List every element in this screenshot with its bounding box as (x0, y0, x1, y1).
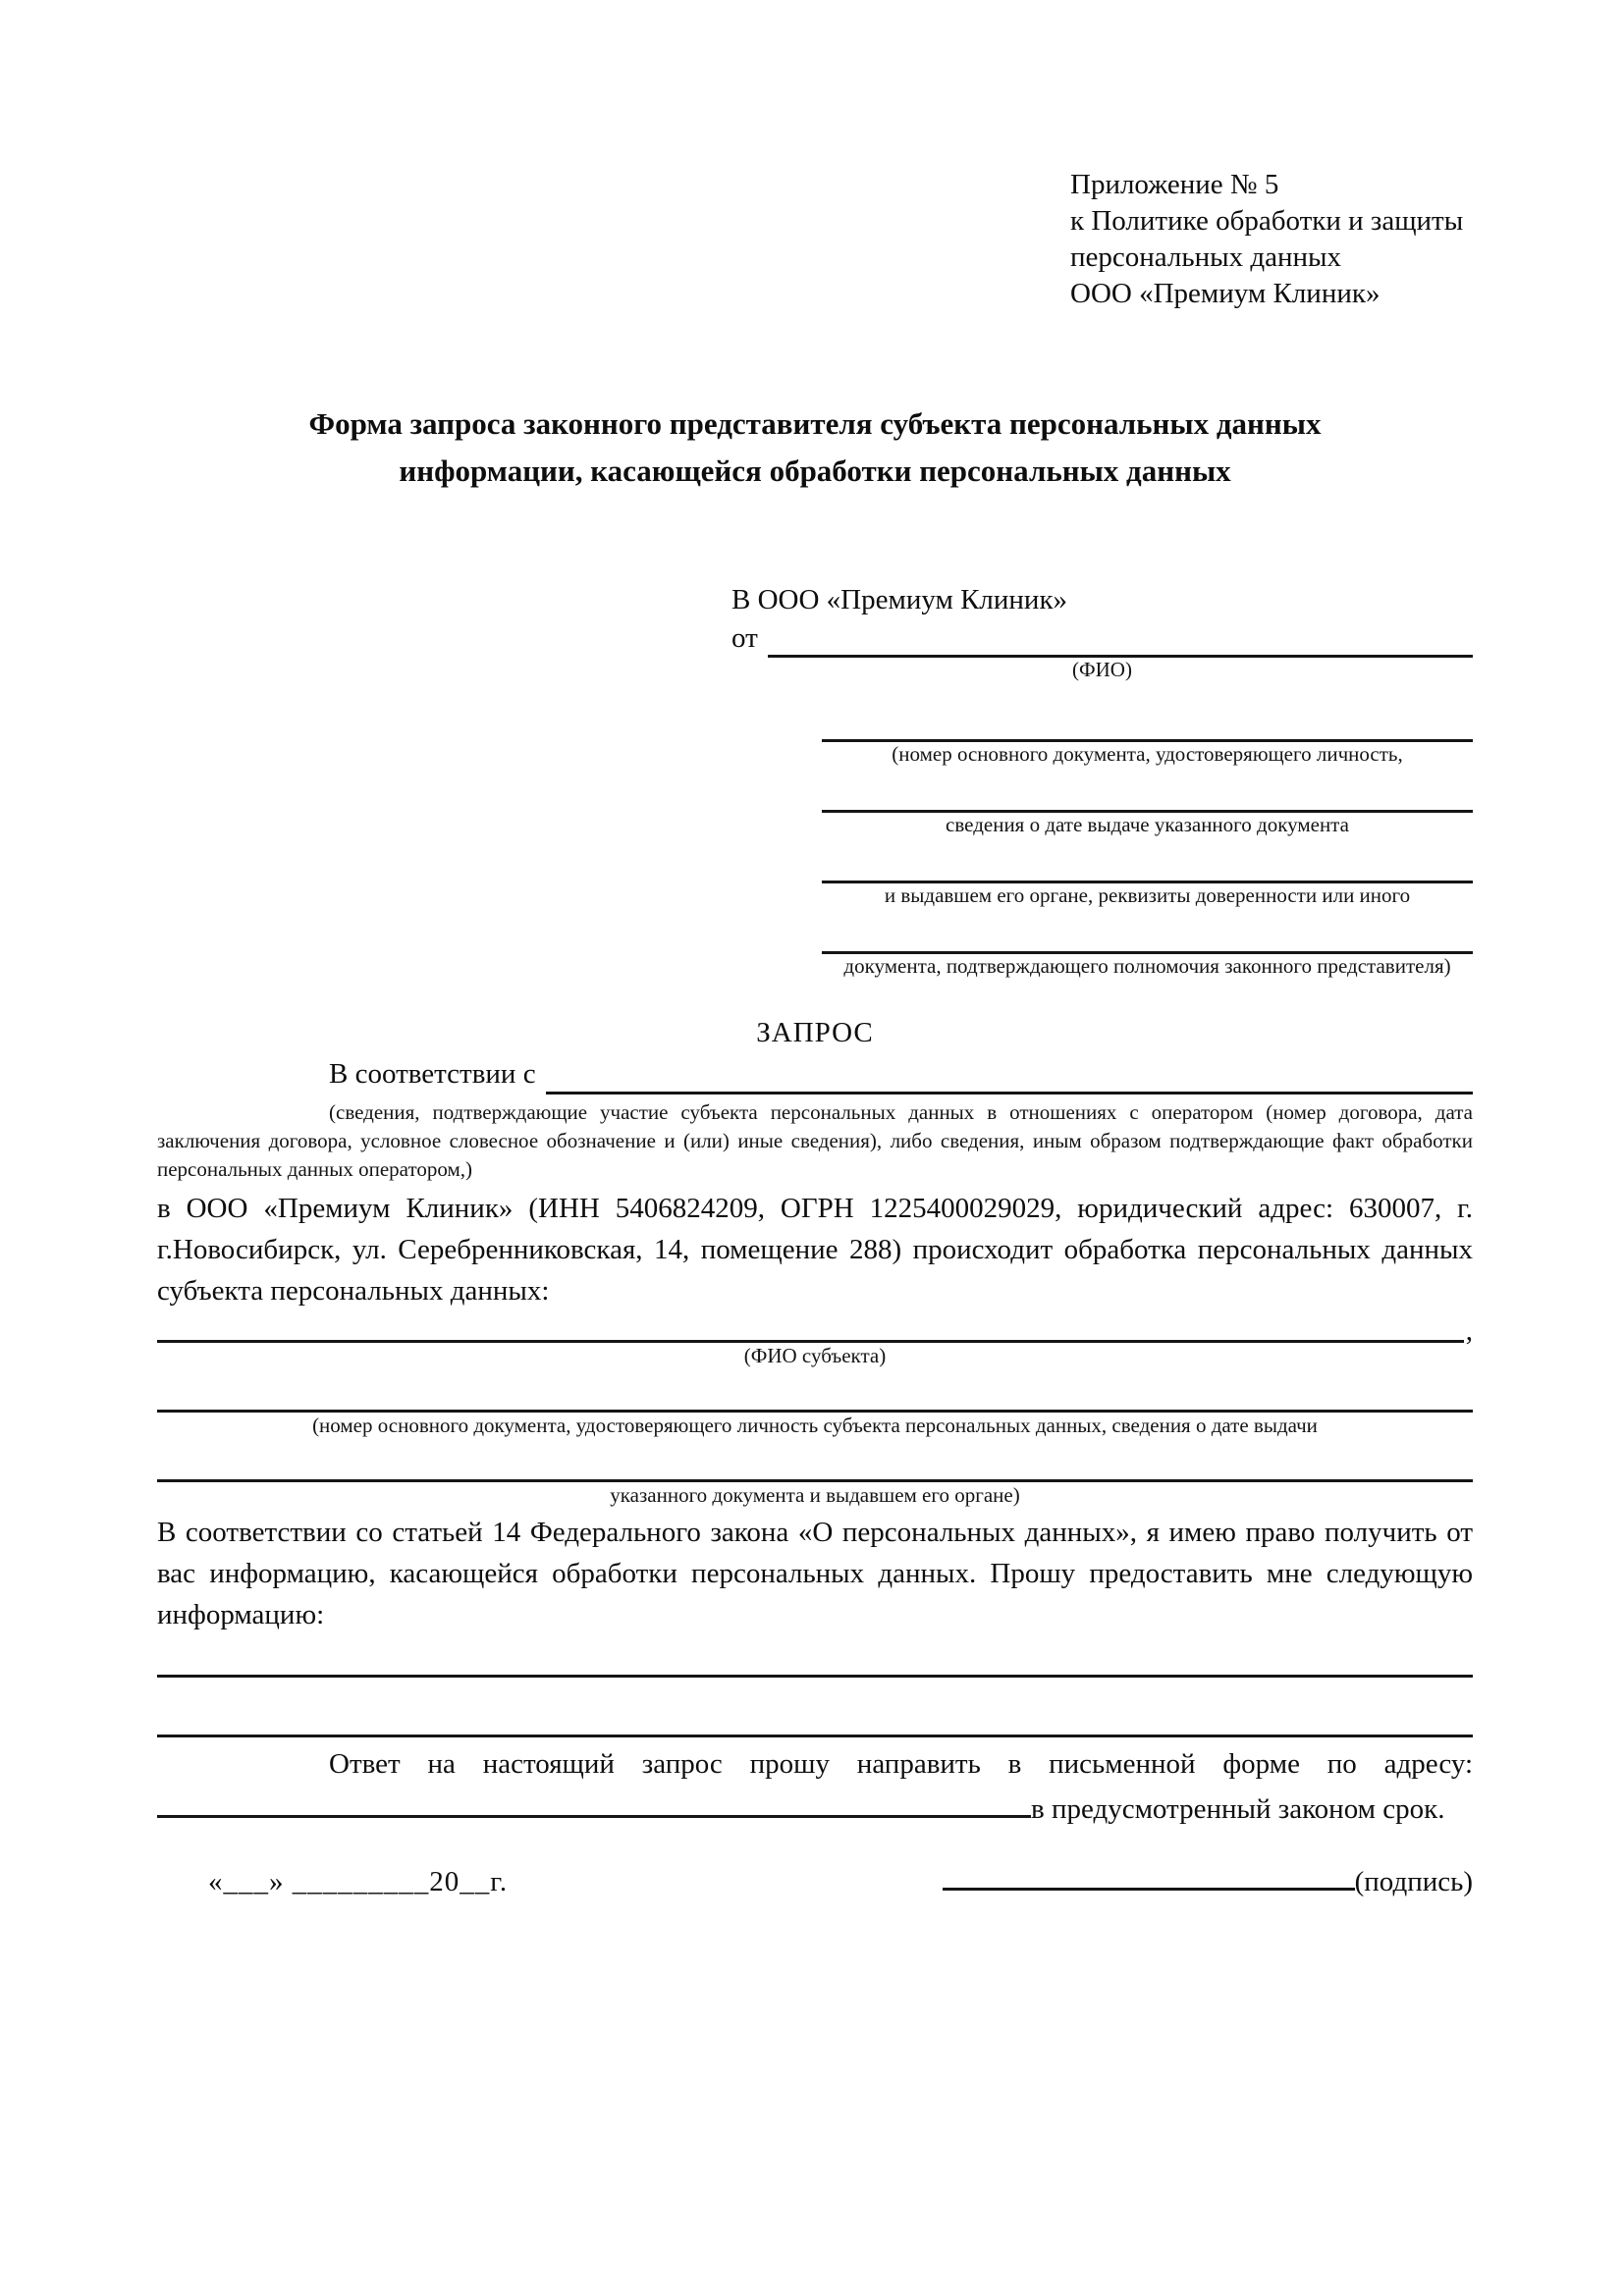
law-paragraph: В соответствии со статьей 14 Федерального закона «О персональных данных», я имею право получить от вас информацию, касающейся обработки персональных данных. Прошу предоставить мне следующую информацию: (157, 1517, 1473, 1630)
intro-row (157, 1053, 1473, 1095)
addressee-block (731, 581, 1473, 979)
blank-line (822, 696, 1473, 742)
trailing-comma: , (1465, 1315, 1473, 1347)
addressee-from-row (731, 618, 1473, 658)
info-blank-line (157, 1678, 1473, 1737)
subject-fio-caption: (ФИО субъекта) (743, 1344, 887, 1367)
signature-caption: (подпись) (1354, 1866, 1473, 1897)
addressee-to: В ООО «Премиум Клиник» (731, 584, 1068, 615)
operator-paragraph: в ООО «Премиум Клиник» (ИНН 5406824209, ОГРН 1225400029029, юридический адрес: 630007, г. г.Новосибирск, ул. Серебренниковская, 14, помещение 288) происходит обработка персональных данных субъекта персональных данных: (157, 1193, 1473, 1307)
document-line-group (822, 767, 1473, 837)
reply-suffix-text: в предусмотренный законом срок. (1031, 1793, 1445, 1825)
document-line-group (822, 837, 1473, 908)
appendix-line: к Политике обработки и защиты (1070, 205, 1464, 237)
fio-fill-line (768, 618, 1473, 658)
footer-row (157, 1860, 1473, 1901)
date-line: «___» _________20__г. (208, 1866, 509, 1897)
blank-line (822, 837, 1473, 883)
subject-doc-line (157, 1368, 1473, 1413)
fio-caption: (ФИО) (1072, 658, 1132, 681)
from-label: от (731, 622, 758, 654)
document-line-group (822, 696, 1473, 767)
appendix-line: ООО «Премиум Клиник» (1070, 278, 1380, 309)
blank-line (822, 908, 1473, 954)
form-title: Форма запроса законного представителя субъекта персональных данных информации, касающейся обработки персональных данных (308, 406, 1322, 488)
address-fill-line (157, 1786, 1031, 1818)
subject-doc-caption-bottom: указанного документа и выдавшем его органе) (610, 1483, 1020, 1507)
appendix-line: Приложение № 5 (1070, 169, 1279, 200)
blank-line (822, 767, 1473, 813)
subject-doc-caption-top: (номер основного документа, удостоверяющего личность субъекта персональных данных, сведения о дате выдачи (312, 1414, 1318, 1437)
signature-line (943, 1860, 1355, 1891)
intro-fill-line (546, 1053, 1473, 1095)
blank-line-caption: сведения о дате выдаче указанного документа (946, 813, 1349, 836)
request-heading: ЗАПРОС (756, 1017, 874, 1048)
intro-prefix: В соответствии с (329, 1058, 536, 1090)
info-blank-line (157, 1649, 1473, 1678)
page-content (157, 0, 1473, 1901)
signature-block (943, 1860, 1473, 1901)
blank-line-caption: документа, подтверждающего полномочия законного представителя) (843, 954, 1451, 978)
appendix-block (1070, 167, 1473, 312)
appendix-line: персональных данных (1070, 241, 1342, 273)
reply-paragraph (157, 1743, 1473, 1831)
blank-line-caption: (номер основного документа, удостоверяющего личность, (892, 742, 1403, 766)
subject-fio-row (157, 1315, 1473, 1347)
reply-prefix-text: Ответ на настоящий запрос прошу направить в письменной форме по адресу: (329, 1748, 1473, 1780)
intro-note: (сведения, подтверждающие участие субъекта персональных данных в отношениях с оператором (номер договора, дата заключения договора, условное словесное обозначение и (или) иные сведения), либо сведения, иным образом подтверждающие факт обработки персональных данных оператором,) (157, 1100, 1473, 1181)
document-line-group (822, 908, 1473, 979)
subject-doc-line (157, 1438, 1473, 1482)
blank-line-caption: и выдавшем его органе, реквизиты доверенности или иного (884, 883, 1411, 907)
